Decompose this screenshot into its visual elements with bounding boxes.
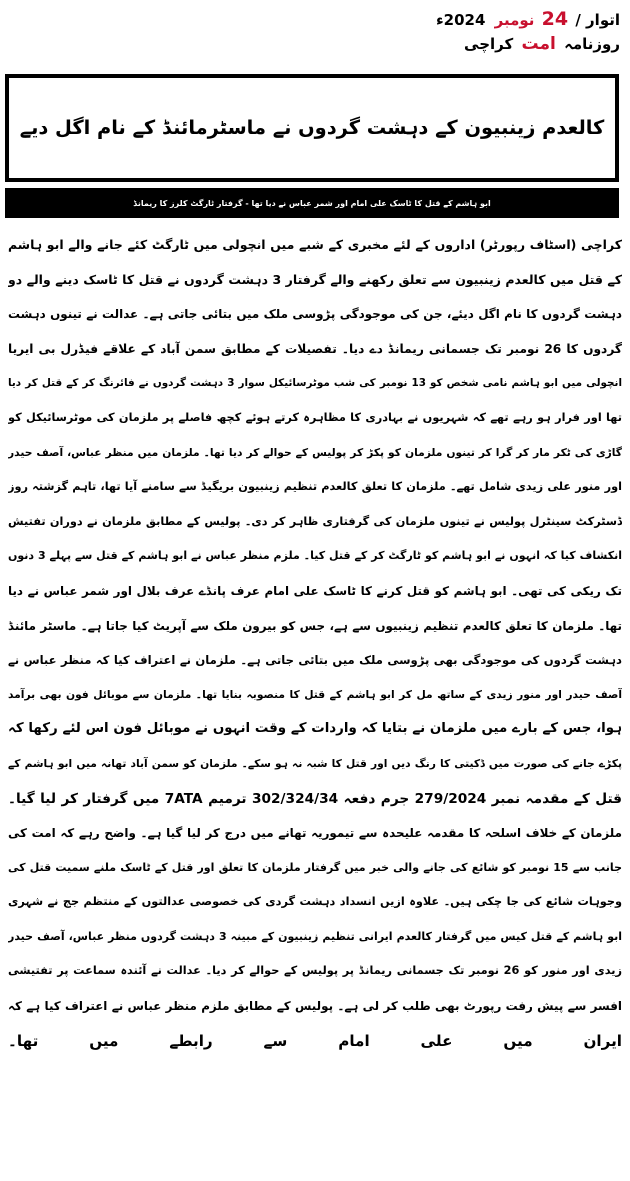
article-line: آصف حیدر اور منور زیدی کے ساتھ مل کر ابو ہاشم کے قتل کا منصوبہ بنایا تھا۔ ملزمان سے موبائل فون بھی برآمد: [8, 687, 622, 701]
year: 2024ء: [435, 11, 486, 29]
article-line: تھا اور فرار ہو رہے تھے کہ شہریوں نے بہادری کا مظاہرہ کرتے ہوئے کچھ فاصلے پر ملزمان کی موٹرسائیکل کو: [8, 410, 622, 424]
day-number: 24: [541, 8, 569, 30]
article-line: دہشت گردوں کی موجودگی بھی پڑوسی ملک میں بتائی جاتی ہے۔ ملزمان نے اعتراف کیا کہ منظر عباس نے: [8, 653, 622, 668]
article-line: دہشت گردوں کا نام اگل دیئے، جن کی موجودگی پڑوسی ملک میں بتائی جاتی ہے۔ عدالت نے تینوں دہشت: [8, 307, 622, 322]
paper-city: کراچی: [464, 35, 514, 53]
article-line: تک ریکی کی تھی۔ ابو ہاشم کو قتل کرنے کا ٹاسک علی امام عرف پانڈے عرف بلال اور شمر عباس نے دیا: [8, 583, 622, 598]
headline: کالعدم زینبیون کے دہشت گردوں نے ماسٹرمائنڈ کے نام اگل دیے: [19, 116, 605, 140]
article-line: ملزمان کے خلاف اسلحہ کا مقدمہ علیحدہ سے تیموریہ تھانے میں درج کر لیا گیا ہے۔ واضح رہے کہ امت کی: [8, 826, 622, 841]
article-line: ہوا، جس کے بارے میں ملزمان نے بتایا کہ واردات کے وقت انہوں نے موبائل فون اس لئے رکھا کہ: [8, 721, 622, 737]
newspaper-name: [464, 34, 620, 54]
article-line: کراچی (اسٹاف رپورٹر) اداروں کے لئے مخبری کے شبے میں انچولی میں ٹارگٹ کئے جانے والے ابو ہاشم: [8, 237, 622, 252]
article-line: ابو ہاشم کے قتل کیس میں گرفتار کالعدم ایرانی تنظیم زینبیون کے مبینہ 3 دہشت گردوں منظر عباس، آصف حیدر: [8, 929, 622, 943]
article-line: افسر سے پیش رفت رپورٹ بھی طلب کر لی ہے۔ پولیس کے مطابق ملزم منظر عباس نے اعتراف کیا ہے کہ: [8, 999, 622, 1014]
article-line: اور منور علی زیدی شامل تھے۔ ملزمان کا تعلق کالعدم تنظیم زینبیون بریگیڈ سے سامنے آیا تھا، تاہم گزشتہ روز: [8, 480, 622, 494]
article-body: [8, 228, 622, 1058]
article-line: زیدی اور منور کو 26 نومبر تک جسمانی ریمانڈ پر پولیس کے حوالے کر دیا۔ عدالت نے آئندہ سماعت پر تفتیشی: [8, 964, 622, 978]
headline-box: [5, 74, 619, 182]
article-line: گردوں کا 26 نومبر تک جسمانی ریمانڈ دے دیا۔ تفصیلات کے مطابق سمن آباد کے علاقے فیڈرل بی ایریا: [8, 341, 622, 356]
article-line: گاڑی کی ٹکر مار کر گرا کر تینوں ملزمان کو پکڑ کر پولیس کے حوالے کر دیا تھا۔ ملزمان میں منظر عباس، آصف حیدر: [8, 445, 622, 459]
article-line: ڈسٹرکٹ سینٹرل پولیس نے تینوں ملزمان کی گرفتاری ظاہر کر دی۔ پولیس کے مطابق ملزمان نے دوران تفتیش: [8, 514, 622, 528]
article-line: تھا۔ ملزمان کا تعلق کالعدم تنظیم زینبیوں سے ہے، جس کو بیرون ملک سے آپریٹ کیا جاتا ہے۔ ماسٹر مائنڈ: [8, 618, 622, 633]
article-line: انچولی میں ابو ہاشم نامی شخص کو 13 نومبر کی شب موٹرسائیکل سوار 3 دہشت گردوں نے فائرنگ کر کے قتل کر دیا: [8, 377, 622, 390]
article-line: قتل کے مقدمہ نمبر 279/2024 جرم دفعہ 302/324/34 ترمیم 7ATA میں گرفتار کر لیا گیا۔: [8, 790, 622, 807]
paper-prefix: روزنامہ: [564, 35, 620, 53]
subheadline: ابو ہاشم کے قتل کا ٹاسک علی امام اور شمر عباس نے دیا تھا - گرفتار ٹارگٹ کلرز کا ریمانڈ: [5, 188, 619, 218]
paper-brand: امت: [521, 34, 556, 54]
article-line: وجوہات شائع کی جا چکی ہیں۔ علاوہ ازیں انسداد دہشت گردی کی خصوصی عدالتوں کے منتظم جج نے شہری: [8, 895, 622, 909]
weekday: اتوار /: [575, 11, 620, 29]
month-name: نومبر: [494, 11, 535, 29]
article-line: ایران میں علی امام سے رابطے میں تھا۔: [8, 1031, 622, 1050]
article-line: جانب سے 15 نومبر کو شائع کی جانے والی خبر میں گرفتار ملزمان کا تعلق اور قتل کے ٹاسک ملنے سمیت قتل کی: [8, 860, 622, 874]
dateline: [436, 8, 620, 30]
article-line: پکڑے جانے کی صورت میں ڈکیتی کا رنگ دیں اور قتل کا شبہ نہ ہو سکے۔ ملزمان کو سمن آباد تھانہ میں ابو ہاشم کے: [8, 756, 622, 770]
article-line: کے قتل میں کالعدم زینبیون سے تعلق رکھنے والے گرفتار 3 دہشت گردوں نے قتل کا ٹاسک دینے والے دو: [8, 271, 622, 287]
article-line: انکشاف کیا کہ انہوں نے ابو ہاشم کو ٹارگٹ کر کے قتل کیا۔ ملزم منظر عباس نے ابو ہاشم کے قتل سے پہلے 3 دنوں: [8, 549, 622, 563]
